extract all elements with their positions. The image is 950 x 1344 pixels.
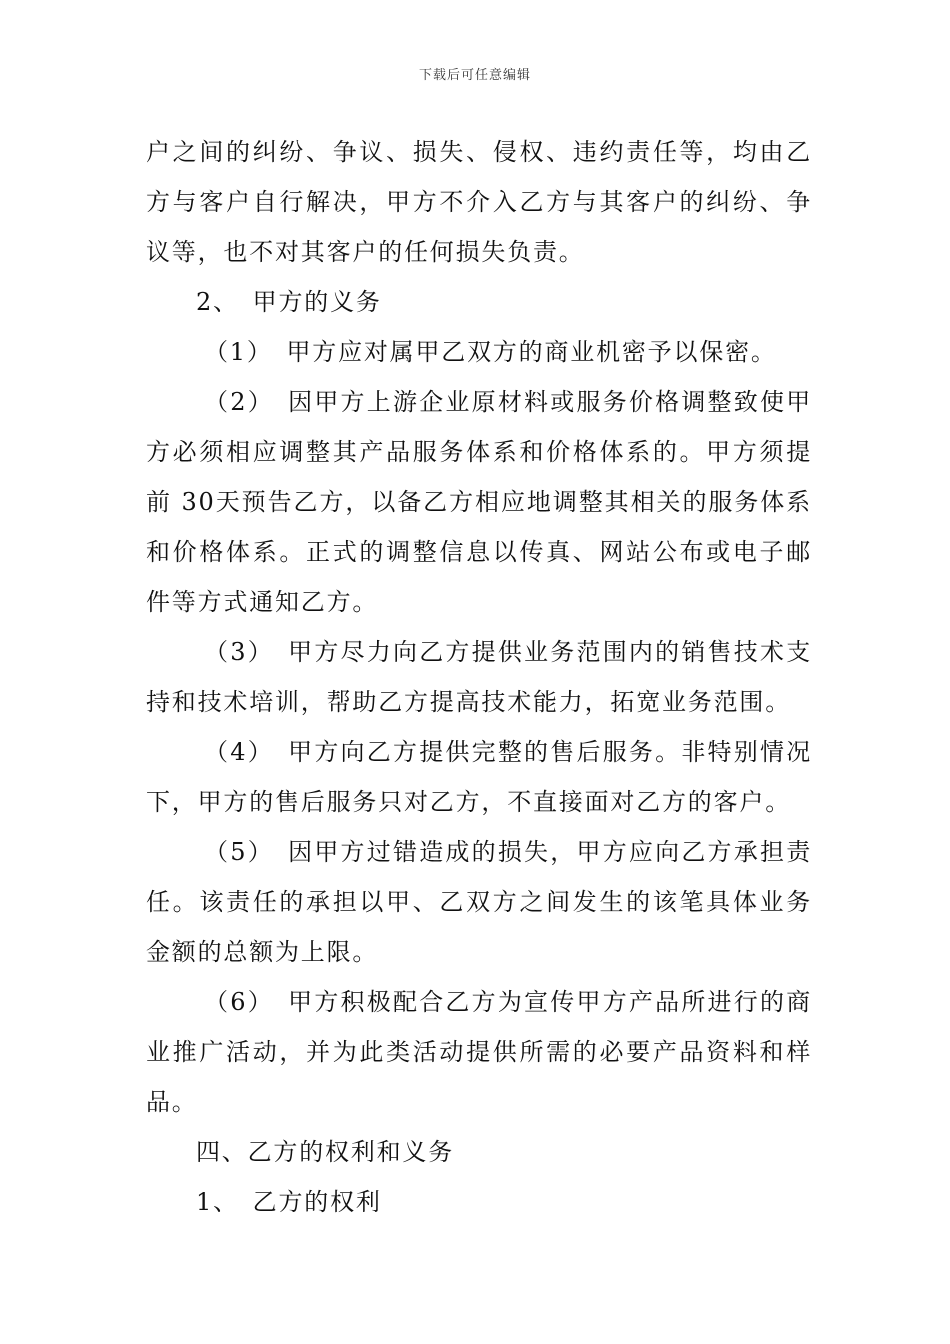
section-heading-party-b-rights: 1、 乙方的权利: [196, 1188, 382, 1216]
clause-2-price-adjustment: （2） 因甲方上游企业原材料或服务价格调整致使甲方必须相应调整其产品服务体系和价格体系的。甲方须提前 30天预告乙方，以备乙方相应地调整其相关的服务体系和价格体系。正式的调整信息以传真、网站公布或电子邮件等方式通知乙方。: [146, 388, 812, 616]
clause-3-technical-support: （3） 甲方尽力向乙方提供业务范围内的销售技术支持和技术培训，帮助乙方提高技术能力，拓宽业务范围。: [146, 638, 812, 716]
section-heading-party-b-rights-obligations: 四、乙方的权利和义务: [196, 1138, 454, 1166]
clause-4-after-sales: （4） 甲方向乙方提供完整的售后服务。非特别情况下，甲方的售后服务只对乙方，不直接面对乙方的客户。: [146, 738, 812, 816]
page-header: 下载后可任意编辑: [418, 68, 531, 83]
paragraph-continuation: 户之间的纠纷、争议、损失、侵权、违约责任等，均由乙方与客户自行解决，甲方不介入乙方与其客户的纠纷、争议等，也不对其客户的任何损失负责。: [146, 138, 812, 266]
clause-6-promotion: （6） 甲方积极配合乙方为宣传甲方产品所进行的商业推广活动，并为此类活动提供所需的必要产品资料和样品。: [146, 988, 812, 1116]
section-heading-party-a-obligations: 2、 甲方的义务: [196, 288, 382, 316]
clause-1-confidentiality: （1） 甲方应对属甲乙双方的商业机密予以保密。: [204, 338, 777, 366]
clause-5-liability: （5） 因甲方过错造成的损失，甲方应向乙方承担责任。该责任的承担以甲、乙双方之间发生的该笔具体业务金额的总额为上限。: [146, 838, 812, 966]
document-body: [146, 127, 812, 1227]
